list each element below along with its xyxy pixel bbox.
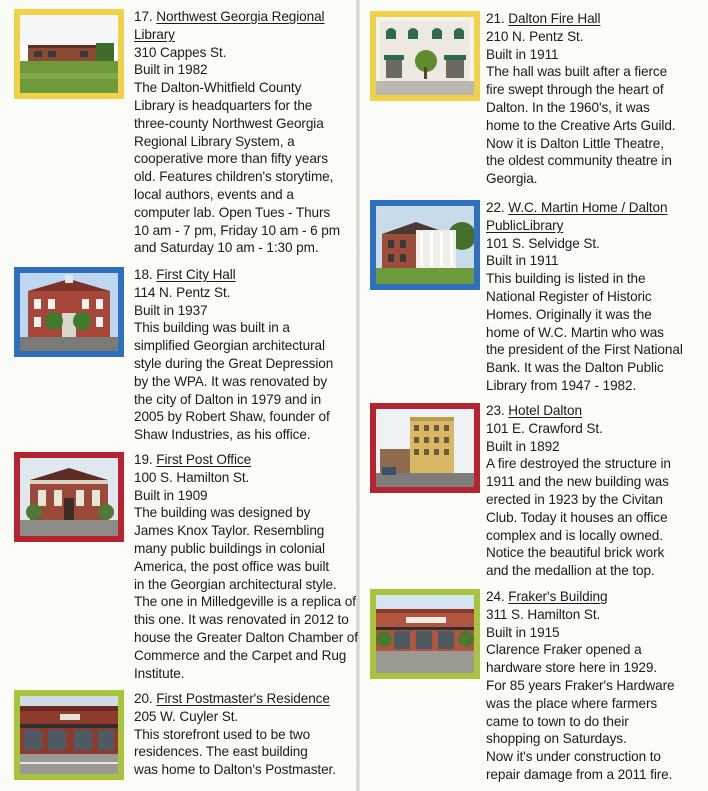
entry-body-line: the president of the First National	[486, 342, 683, 358]
frakers-photo	[376, 595, 474, 673]
entry-body-line: old. Features children's storytime,	[134, 169, 334, 185]
entry-title-link[interactable]: First City Hall	[156, 267, 236, 282]
entry-body-line: Regional Library System, a	[134, 133, 295, 149]
entry-photo-frame	[370, 11, 480, 101]
entry-body-line: cooperative more than fifty years	[134, 151, 328, 167]
entry-title: 23. Hotel Dalton	[486, 403, 582, 418]
entry-body-line: computer lab. Open Tues - Thurs	[134, 204, 331, 220]
entry-body-line: many public buildings in colonial	[134, 540, 325, 556]
entry-body-line: 10 am - 7 pm, Friday 10 am - 6 pm	[134, 222, 340, 238]
entry-body-line: National Register of Historic	[486, 288, 652, 304]
storefront-photo	[20, 696, 118, 774]
entry-address: 311 S. Hamilton St.	[486, 606, 601, 622]
entry-body-line: Library is headquarters for the	[134, 97, 313, 113]
entry-body-line: Club. Today it houses an office	[486, 509, 668, 525]
entry-title: 19. First Post Office	[134, 452, 252, 467]
entry-title-cont	[134, 26, 340, 44]
entry-body-line: Homes. Originally it was the	[486, 306, 652, 322]
entry-body-line: came to town to do their	[486, 713, 629, 729]
entry-body-line: residences. The east building	[134, 744, 308, 760]
entry-body-line: home to the Creative Arts Guild.	[486, 117, 676, 133]
entry-body-line: 1911 and the new building was	[486, 474, 669, 490]
entry-body-line: style during the Great Depression	[134, 355, 334, 371]
entry-body-line: Notice the beautiful brick work	[486, 545, 665, 561]
entry-body-line: Dalton. In the 1960's, it was	[486, 99, 650, 115]
entry-title-link[interactable]: Hotel Dalton	[508, 403, 582, 418]
entry-body-line: shopping on Saturdays.	[486, 731, 627, 747]
entry-body-line: this one. It was renovated in 2012 to	[134, 612, 349, 628]
post-office-photo	[20, 458, 118, 536]
entry-title: 24. Fraker's Building	[486, 589, 608, 604]
entry-built: Built in 1915	[486, 624, 560, 640]
entry-body-line: fire swept through the heart of	[486, 82, 664, 98]
entry-title-cont	[486, 217, 683, 235]
entry-body-line: Bank. It was the Dalton Public	[486, 360, 664, 376]
entry-body-line: hardware store here in 1929.	[486, 660, 658, 676]
entry-body-line: three-county Northwest Georgia	[134, 115, 324, 131]
entry-body-line: complex and is locally owned.	[486, 527, 663, 543]
entry-body-line: The Dalton-Whitfield County	[134, 80, 302, 96]
entry-built: Built in 1937	[134, 302, 208, 318]
entry-body-line: in the Georgian architectural style.	[134, 576, 337, 592]
entry-body-line: Commerce and the Carpet and Rug	[134, 647, 347, 663]
entry-title-link[interactable]: Library	[134, 26, 175, 42]
entry-title-link[interactable]: PublicLibrary	[486, 217, 564, 233]
entry-body-line: This building is listed in the	[486, 271, 646, 287]
entry-body-line: was home to Dalton's Postmaster.	[134, 762, 336, 778]
entry-body-line: This storefront used to be two	[134, 726, 311, 742]
fire-hall-photo	[376, 17, 474, 95]
entry-body-line: Shaw Industries, as his office.	[134, 427, 311, 443]
martin-home-photo	[376, 206, 474, 284]
entry-title: 21. Dalton Fire Hall	[486, 11, 601, 26]
entry-built: Built in 1909	[134, 487, 208, 503]
entry-body-line: the city of Dalton in 1979 and in	[134, 391, 322, 407]
hotel-photo	[376, 409, 474, 487]
entry-body-line: Georgia.	[486, 171, 538, 187]
entry-address: 210 N. Pentz St.	[486, 28, 584, 44]
entry-title-link[interactable]: Dalton Fire Hall	[508, 11, 601, 26]
library-photo	[20, 15, 118, 93]
entry-body-line: The one in Milledgeville is a replica of	[134, 594, 356, 610]
entry-title: 20. First Postmaster's Residence	[134, 691, 330, 706]
entry-address: 101 S. Selvidge St.	[486, 235, 600, 251]
entry-address: 310 Cappes St.	[134, 44, 227, 60]
entry-title: 17. Northwest Georgia Regional	[134, 9, 325, 24]
entry-body-line: Clarence Fraker opened a	[486, 642, 642, 658]
entry-body-line: A fire destroyed the structure in	[486, 456, 671, 472]
entry-photo-frame	[370, 589, 480, 679]
entry-body-line: Institute.	[134, 665, 185, 681]
entry-title-link[interactable]: First Post Office	[156, 452, 252, 467]
entry-built: Built in 1911	[486, 46, 559, 62]
entry-photo-frame	[14, 9, 124, 99]
entry-body-line: home of W.C. Martin who was	[486, 324, 664, 340]
entry-address: 100 S. Hamilton St.	[134, 469, 250, 485]
entry-body-line: The building was designed by	[134, 505, 311, 521]
city-hall-photo	[20, 273, 118, 351]
entry-title: 18. First City Hall	[134, 267, 236, 282]
entry-body-line: simplified Georgian architectural	[134, 338, 325, 354]
entry-photo-frame	[14, 267, 124, 357]
entry-photo-frame	[370, 200, 480, 290]
entry-photo-frame	[14, 690, 124, 780]
entry-body-line: by the WPA. It was renovated by	[134, 373, 328, 389]
entry-body-line: Now it is Dalton Little Theatre,	[486, 135, 664, 151]
entry-body-line: James Knox Taylor. Resembling	[134, 523, 325, 539]
entry-body-line: Library from 1947 - 1982.	[486, 377, 637, 393]
entry-address: 101 E. Crawford St.	[486, 420, 603, 436]
entry-title-link[interactable]: Fraker's Building	[508, 589, 608, 604]
entry-built: Built in 1982	[134, 62, 208, 78]
entry-body-line: and the medallion at the top.	[486, 563, 655, 579]
entry-title: 22. W.C. Martin Home / Dalton	[486, 200, 668, 215]
entry-body-line: repair damage from a 2011 fire.	[486, 766, 673, 782]
entry-title-link[interactable]: W.C. Martin Home / Dalton	[508, 200, 668, 215]
entry-built: Built in 1892	[486, 438, 560, 454]
entry-photo-frame	[14, 452, 124, 542]
entry-body-line: and Saturday 10 am - 1:30 pm.	[134, 240, 319, 256]
entry-body-line: 2005 by Robert Shaw, founder of	[134, 409, 330, 425]
entry-body-line: Now it's under construction to	[486, 749, 661, 765]
entry-title-link[interactable]: First Postmaster's Residence	[156, 691, 330, 706]
entry-body-line: was the place where farmers	[486, 695, 658, 711]
entry-body-line: local authors, events and a	[134, 186, 294, 202]
entry-address: 114 N. Pentz St.	[134, 284, 231, 300]
entry-body-line: The hall was built after a fierce	[486, 64, 668, 80]
entry-body-line: This building was built in a	[134, 320, 290, 336]
entry-body-line: erected in 1923 by the Civitan	[486, 491, 663, 507]
entry-body-line: For 85 years Fraker's Hardware	[486, 677, 675, 693]
entry-address: 205 W. Cuyler St.	[134, 708, 239, 724]
entry-body-line: house the Greater Dalton Chamber of	[134, 629, 358, 645]
entry-body-line: the oldest community theatre in	[486, 153, 672, 169]
entry-body-line: America, the post office was built	[134, 558, 330, 574]
entry-title-link[interactable]: Northwest Georgia Regional	[156, 9, 325, 24]
entry-built: Built in 1911	[486, 253, 559, 269]
entry-photo-frame	[370, 403, 480, 493]
